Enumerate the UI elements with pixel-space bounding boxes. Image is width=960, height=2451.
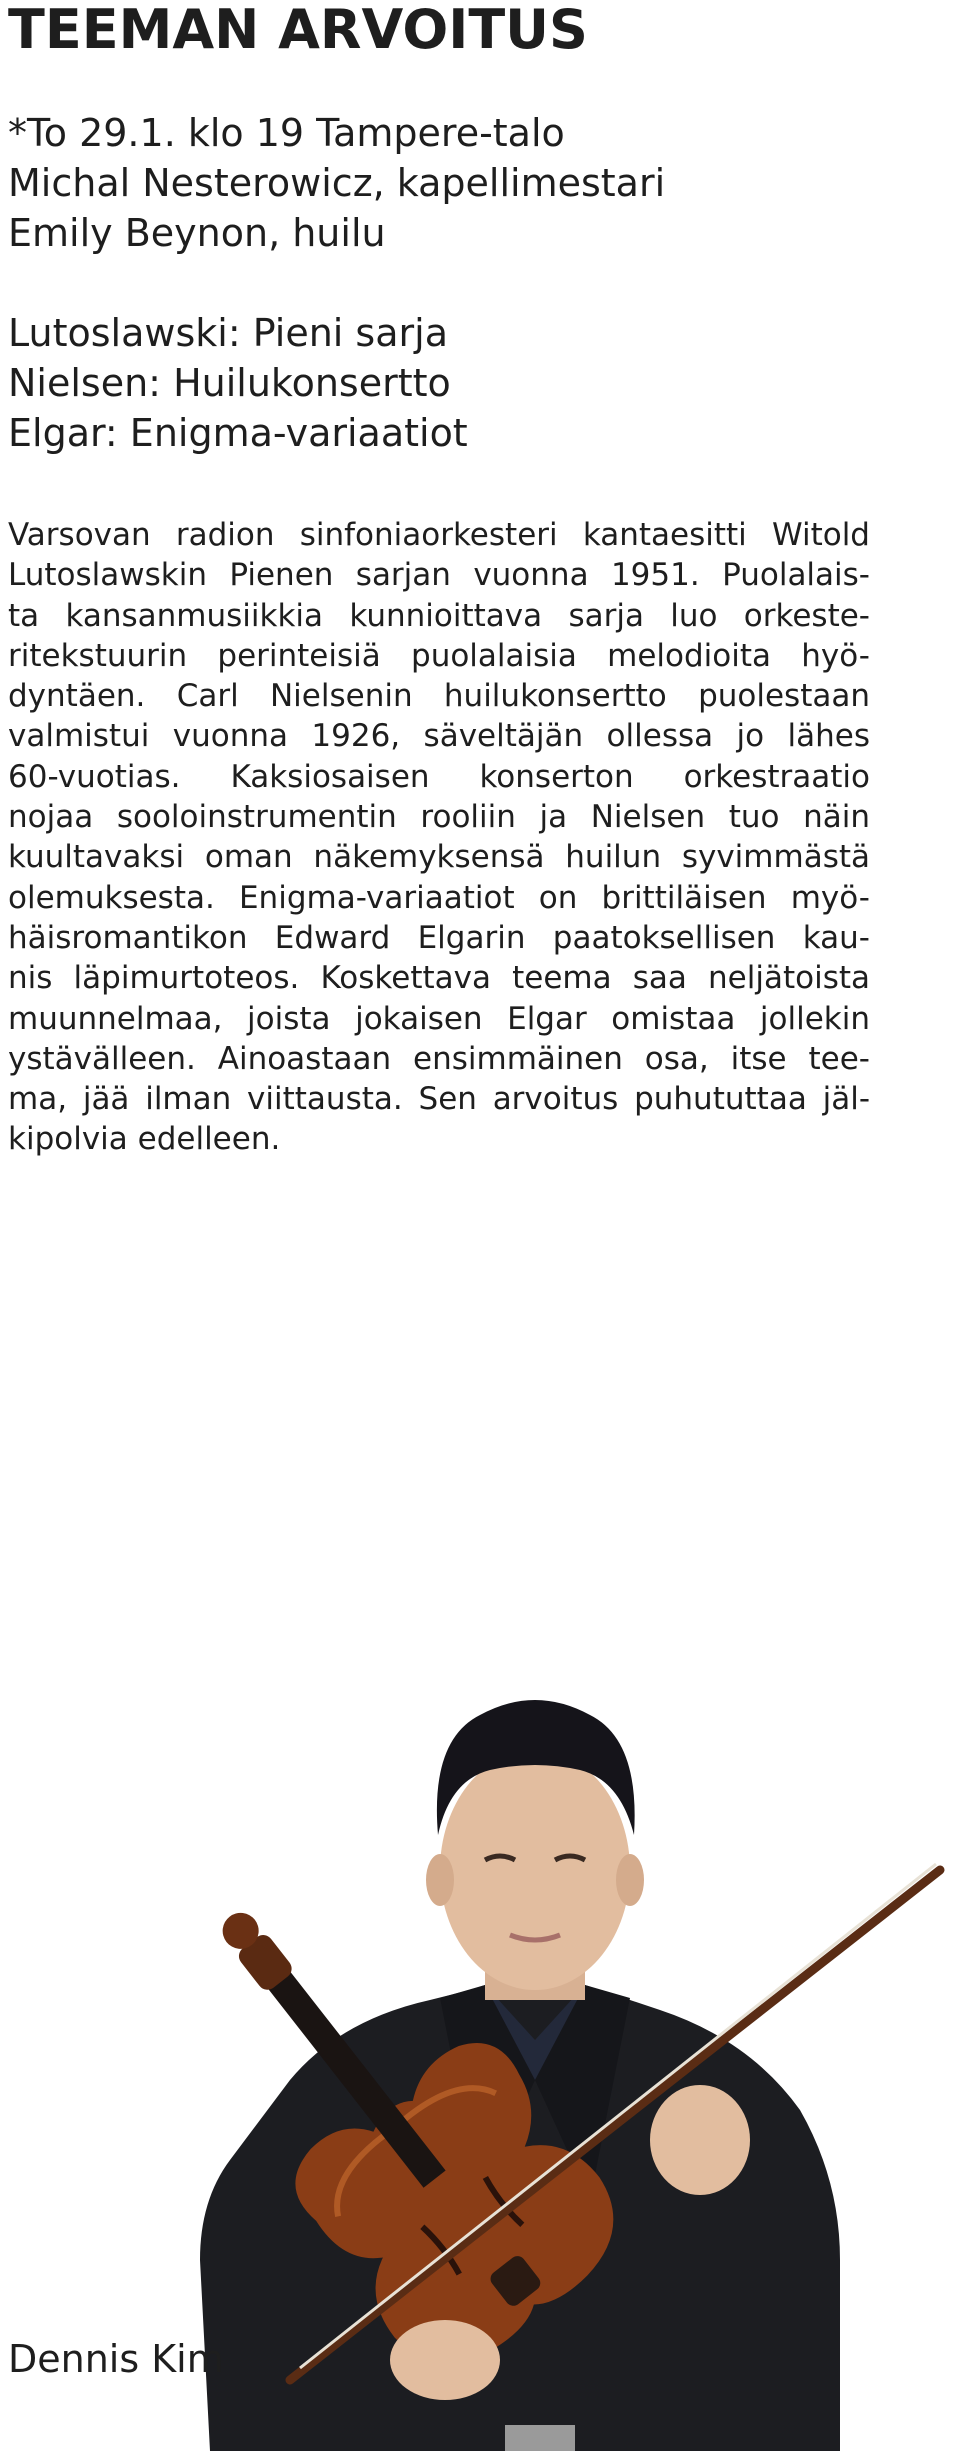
hand-left — [650, 2085, 750, 2195]
description-line: nis läpimurtoteos. Koskettava teema saa neljätoista — [8, 960, 870, 997]
program-item: Nielsen: Huilukonsertto — [8, 361, 451, 405]
description-line: olemuksesta. Enigma-variaatiot on brittiläisen myö- — [8, 879, 870, 916]
description-line: dyntäen. Carl Nielsenin huilukonsertto puolestaan — [8, 678, 870, 715]
description-line: 60-vuotias. Kaksiosaisen konserton orkestraatio — [8, 758, 870, 795]
face — [440, 1750, 630, 1990]
description-line: ritekstuurin perinteisiä puolalaisia melodioita hyö- — [8, 637, 870, 674]
photo-caption: Dennis Kim — [8, 2337, 224, 2381]
concert-date-venue: *To 29.1. klo 19 Tampere-talo — [8, 111, 565, 155]
belt-buckle — [505, 2425, 575, 2451]
description-line: muunnelmaa, joista jokaisen Elgar omistaa jollekin — [8, 1000, 870, 1037]
concert-conductor: Michal Nesterowicz, kapellimestari — [8, 161, 666, 205]
hand-right — [390, 2320, 500, 2400]
description-line: häisromantikon Edward Elgarin paatoksellisen kau- — [8, 919, 870, 956]
concert-soloist: Emily Beynon, huilu — [8, 211, 386, 255]
description-text — [8, 515, 870, 1160]
description-line: ta kansanmusiikkia kunnioittava sarja luo orkeste- — [8, 597, 870, 634]
program-item: Elgar: Enigma-variaatiot — [8, 411, 468, 455]
description-line: Varsovan radion sinfoniaorkesteri kantaesitti Witold — [8, 517, 870, 553]
page-title: TEEMAN ARVOITUS — [8, 0, 588, 61]
description-line: ystävälleen. Ainoastaan ensimmäinen osa, itse tee- — [8, 1040, 870, 1077]
description-line: ma, jää ilman viittausta. Sen arvoitus puhututtaa jäl- — [8, 1081, 870, 1118]
spacer — [8, 258, 948, 308]
description-line: valmistui vuonna 1926, säveltäjän ollessa jo lähes — [8, 718, 870, 755]
description-line: kipolvia edelleen. — [8, 1121, 281, 1158]
description-line: nojaa sooloinstrumentin rooliin ja Nielsen tuo näin — [8, 799, 870, 836]
description-line: Lutoslawskin Pienen sarjan vuonna 1951. Puolalais- — [8, 557, 870, 594]
program-item: Lutoslawski: Pieni sarja — [8, 311, 448, 355]
violinist-photo — [140, 1440, 960, 2451]
description-line: kuultavaksi oman näkemyksensä huilun syvimmästä — [8, 839, 870, 876]
concert-info — [8, 108, 948, 458]
